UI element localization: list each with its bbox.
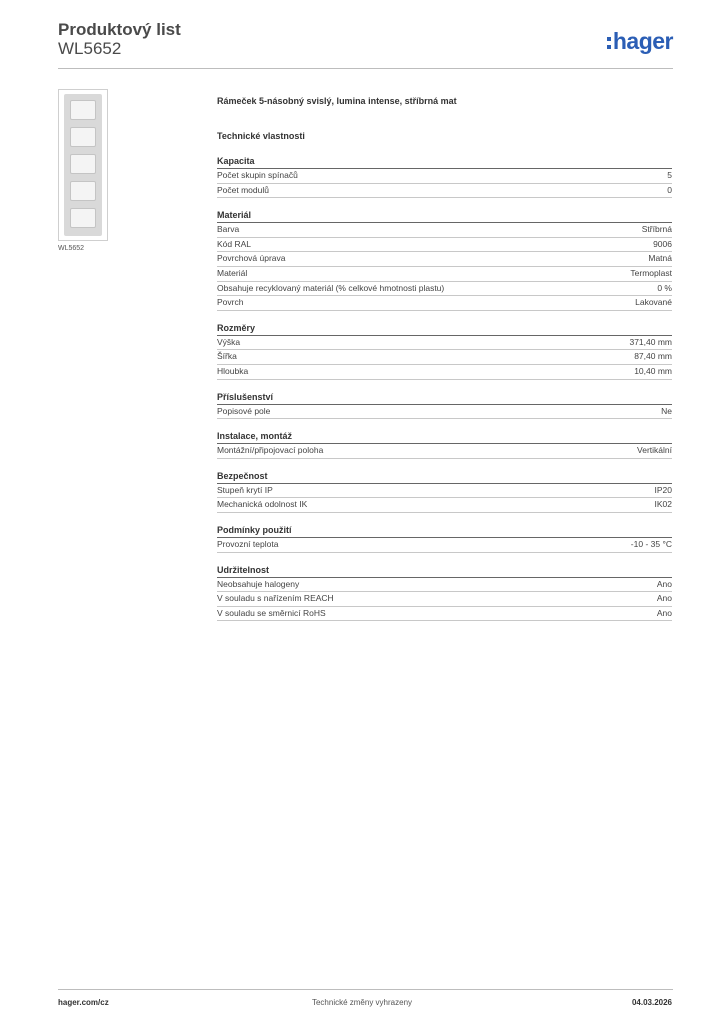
property-row	[217, 184, 672, 199]
property-value: Lakované	[635, 297, 672, 308]
header-divider	[58, 68, 673, 69]
property-label: Obsahuje recyklovaný materiál (% celkové hmotnosti plastu)	[217, 282, 445, 293]
property-value: Ano	[656, 593, 672, 604]
property-value: Ano	[656, 578, 672, 589]
property-row	[217, 282, 672, 297]
property-label: Stupeň krytí IP	[217, 484, 273, 495]
property-label: Povrch	[217, 297, 244, 308]
property-value: 10,40 mm	[634, 365, 672, 376]
property-label: Popisové pole	[217, 405, 271, 416]
section-heading: Kapacita	[217, 155, 672, 169]
footer-date: 04.03.2026	[631, 998, 672, 1007]
property-row	[217, 405, 672, 420]
property-label: Barva	[217, 224, 240, 235]
property-value: Termoplast	[630, 267, 672, 278]
property-value: Matná	[648, 253, 672, 264]
property-section	[217, 322, 672, 380]
property-row	[217, 296, 672, 311]
property-label: Šířka	[217, 351, 237, 362]
property-value: Stříbrná	[641, 224, 672, 235]
property-row	[217, 578, 672, 593]
property-label: Kód RAL	[217, 238, 252, 249]
footer-website-link[interactable]: hager.com/cz	[58, 998, 109, 1007]
frame-icon	[64, 94, 102, 236]
property-row	[217, 592, 672, 607]
property-section	[217, 564, 672, 622]
section-heading: Udržitelnost	[217, 564, 672, 578]
property-value: 5	[667, 170, 672, 180]
property-value: 0	[667, 184, 672, 195]
section-heading: Podmínky použití	[217, 524, 672, 538]
logo-dots-icon	[607, 37, 611, 49]
property-section	[217, 470, 672, 513]
frame-slot	[70, 127, 96, 147]
property-row	[217, 223, 672, 238]
property-label: V souladu se směrnicí RoHS	[217, 607, 326, 618]
property-label: Počet modulů	[217, 184, 269, 195]
footer-disclaimer: Technické změny vyhrazeny	[311, 998, 413, 1007]
footer-divider	[58, 989, 673, 990]
property-value: 0 %	[657, 282, 672, 293]
section-heading: Instalace, montáž	[217, 430, 672, 444]
property-value: IK02	[654, 499, 672, 510]
property-value: 9006	[653, 238, 672, 249]
section-heading: Materiál	[217, 209, 672, 223]
property-label: Počet skupin spínačů	[217, 170, 298, 180]
product-image	[58, 89, 108, 241]
property-row	[217, 350, 672, 365]
section-heading: Rozměry	[217, 322, 672, 336]
property-row	[217, 252, 672, 267]
property-label: Neobsahuje halogeny	[217, 578, 300, 589]
product-image-caption: WL5652	[58, 245, 85, 252]
property-label: Provozní teplota	[217, 538, 279, 549]
section-heading: Příslušenství	[217, 391, 672, 405]
property-value: Ne	[661, 405, 672, 416]
property-label: Montážní/připojovací poloha	[217, 445, 324, 456]
property-label: Materiál	[217, 267, 248, 278]
property-label: Povrchová úprava	[217, 253, 286, 264]
technical-properties-heading: Technické vlastnosti	[217, 131, 305, 141]
property-row	[217, 538, 672, 553]
frame-slot	[70, 181, 96, 201]
property-sections	[217, 155, 672, 621]
product-title: Rámeček 5-násobný svislý, lumina intense, stříbrná mat	[217, 96, 457, 106]
property-label: V souladu s nařízením REACH	[217, 593, 334, 604]
property-section	[217, 524, 672, 553]
property-section	[217, 209, 672, 311]
property-row	[217, 169, 672, 184]
property-label: Výška	[217, 336, 241, 347]
property-row	[217, 336, 672, 351]
property-row	[217, 267, 672, 282]
property-value: 371,40 mm	[629, 336, 672, 347]
property-value: IP20	[654, 484, 672, 495]
property-row	[217, 365, 672, 380]
property-section	[217, 430, 672, 459]
page-header	[58, 20, 673, 68]
property-value: -10 - 35 °C	[630, 538, 672, 549]
property-value: Vertikální	[637, 445, 672, 456]
product-details	[217, 95, 672, 632]
property-row	[217, 484, 672, 499]
property-row	[217, 607, 672, 622]
property-section	[217, 391, 672, 420]
frame-slot	[70, 100, 96, 120]
frame-slot	[70, 154, 96, 174]
property-row	[217, 498, 672, 513]
property-value: Ano	[656, 607, 672, 618]
product-code: WL5652	[58, 39, 122, 58]
property-row	[217, 238, 672, 253]
logo-text: hager	[612, 28, 673, 54]
property-label: Hloubka	[217, 365, 249, 376]
property-label: Mechanická odolnost IK	[217, 499, 308, 510]
document-title: Produktový list	[58, 20, 181, 39]
section-heading: Bezpečnost	[217, 470, 672, 484]
frame-slot	[70, 208, 96, 228]
property-section	[217, 155, 672, 198]
property-row	[217, 444, 672, 459]
property-value: 87,40 mm	[634, 351, 672, 362]
hager-logo[interactable]	[607, 26, 673, 56]
